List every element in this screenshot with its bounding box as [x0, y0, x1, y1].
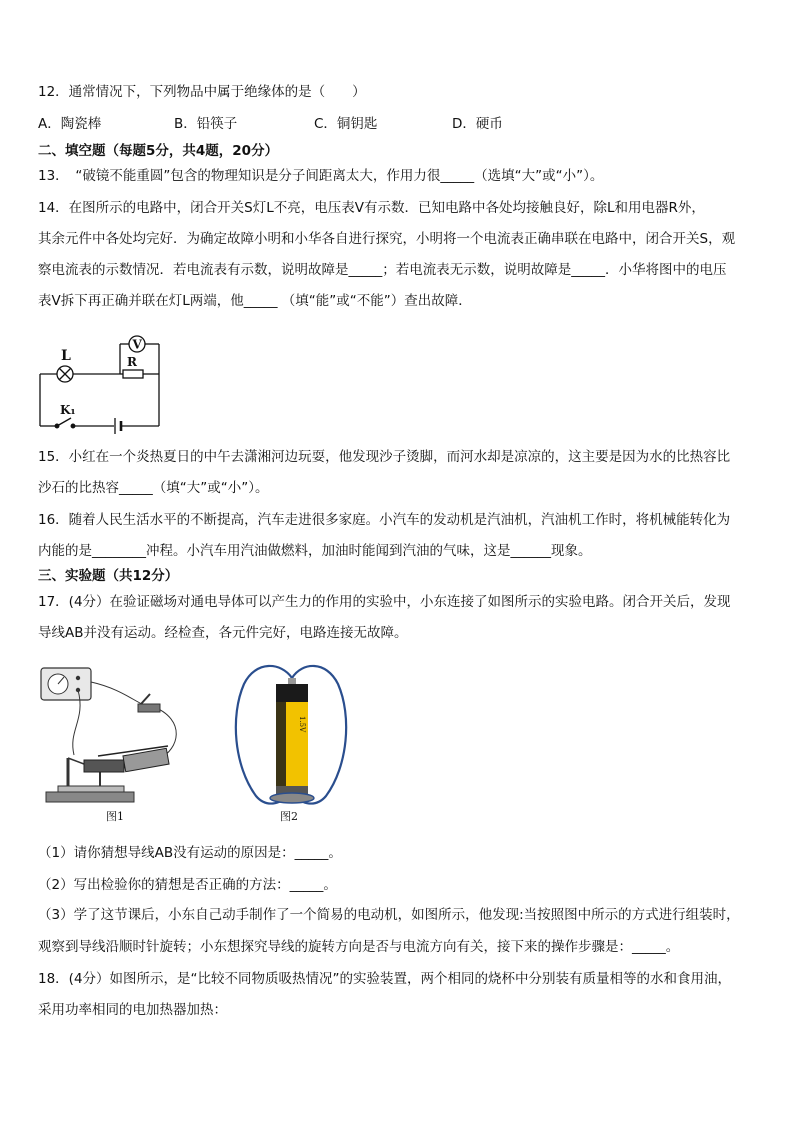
q12-stem: 12．通常情况下，下列物品中属于绝缘体的是（ ） — [38, 84, 366, 100]
lamp-label: L — [61, 348, 71, 364]
resistor-label: R — [127, 355, 137, 369]
q17-figure-2-battery-motor — [226, 656, 358, 824]
q14-circuit-diagram — [36, 326, 166, 438]
q16-line-2: 内能的是________冲程。小汽车用汽油做燃料，加油时能闻到汽油的气味，这是______现象。 — [38, 543, 592, 559]
q18-line-1: 18．(4分）如图所示，是“比较不同物质吸热情况”的实验装置，两个相同的烧杯中分别装有质量相等的水和食用油， — [38, 971, 732, 987]
q12-option-c: C．铜钥匙 — [314, 116, 378, 132]
q14-line-2: 其余元件中各处均完好．为确定故障小明和小华各自进行探究，小明将一个电流表正确串联在电路中，闭合开关S，观 — [38, 231, 736, 247]
figure-1-caption: 图1 — [106, 810, 124, 823]
voltmeter-label: V — [132, 337, 142, 352]
battery-voltage-text: 1.5V — [298, 716, 306, 733]
q13-text: 13． “破镜不能重圆”包含的物理知识是分子间距离太大，作用力很_____（选填“大”或“小”）。 — [38, 168, 604, 184]
q17-sub-2: （2）写出检验你的猜想是否正确的方法：_____。 — [38, 877, 337, 893]
resistor-icon — [123, 370, 143, 378]
q12-options — [38, 115, 758, 133]
q15-line-1: 15．小红在一个炎热夏日的中午去潇湘河边玩耍，他发现沙子烫脚，而河水却是凉凉的，这主要是因为水的比热容比 — [38, 449, 731, 465]
q14-line-1: 14．在图所示的电路中，闭合开关S灯L不亮，电压表V有示数．已知电路中各处均接触良好，除L和用电器R外， — [38, 200, 705, 216]
q18-line-2: 采用功率相同的电加热器加热： — [38, 1002, 227, 1018]
q17-sub-1: （1）请你猜想导线AB没有运动的原因是：_____。 — [38, 845, 342, 861]
q17-sub-3-line-1: （3）学了这节课后，小东自己动手制作了一个简易的电动机，如图所示，他发现:当按照图中所示的方式进行组装时， — [38, 907, 740, 923]
knife-switch-icon — [138, 694, 160, 712]
section-heading-experiment: 三、实验题（共12分） — [38, 568, 179, 584]
q17-figure-1-apparatus — [38, 660, 194, 824]
lamp-icon — [57, 366, 73, 382]
magnet-icon — [84, 746, 169, 772]
switch-icon — [55, 418, 75, 428]
figure-2-caption: 图2 — [280, 810, 298, 823]
q14-line-3: 察电流表的示数情况．若电流表有示数，说明故障是_____；若电流表无示数，说明故障是_____．小华将图中的电压 — [38, 262, 727, 278]
q12-option-d: D．硬币 — [452, 116, 503, 132]
q17-line-1: 17．(4分）在验证磁场对通电导体可以产生力的作用的实验中，小东连接了如图所示的实验电路。闭合开关后，发现 — [38, 594, 731, 610]
q15-line-2: 沙石的比热容_____（填“大”或“小”）。 — [38, 480, 269, 496]
section-heading-fill-in: 二、填空题（每题5分，共4题，20分） — [38, 143, 279, 159]
q17-sub-3-line-2: 观察到导线沿顺时针旋转；小东想探究导线的旋转方向是否与电流方向有关，接下来的操作步骤是：_____。 — [38, 939, 680, 955]
q17-line-2: 导线AB并没有运动。经检查，各元件完好，电路连接无故障。 — [38, 625, 408, 641]
q12-option-a: A．陶瓷棒 — [38, 116, 102, 132]
q12-option-b: B．铅筷子 — [174, 116, 238, 132]
q16-line-1: 16．随着人民生活水平的不断提高，汽车走进很多家庭。小汽车的发动机是汽油机，汽油机工作时，将机械能转化为 — [38, 512, 731, 528]
ammeter-icon — [41, 668, 91, 700]
q14-line-4: 表V拆下再正确并联在灯L两端，他_____ （填“能”或“不能”）查出故障． — [38, 293, 472, 309]
aa-battery-icon — [270, 678, 314, 803]
battery-icon — [115, 418, 121, 434]
switch-label: K₁ — [60, 403, 76, 417]
